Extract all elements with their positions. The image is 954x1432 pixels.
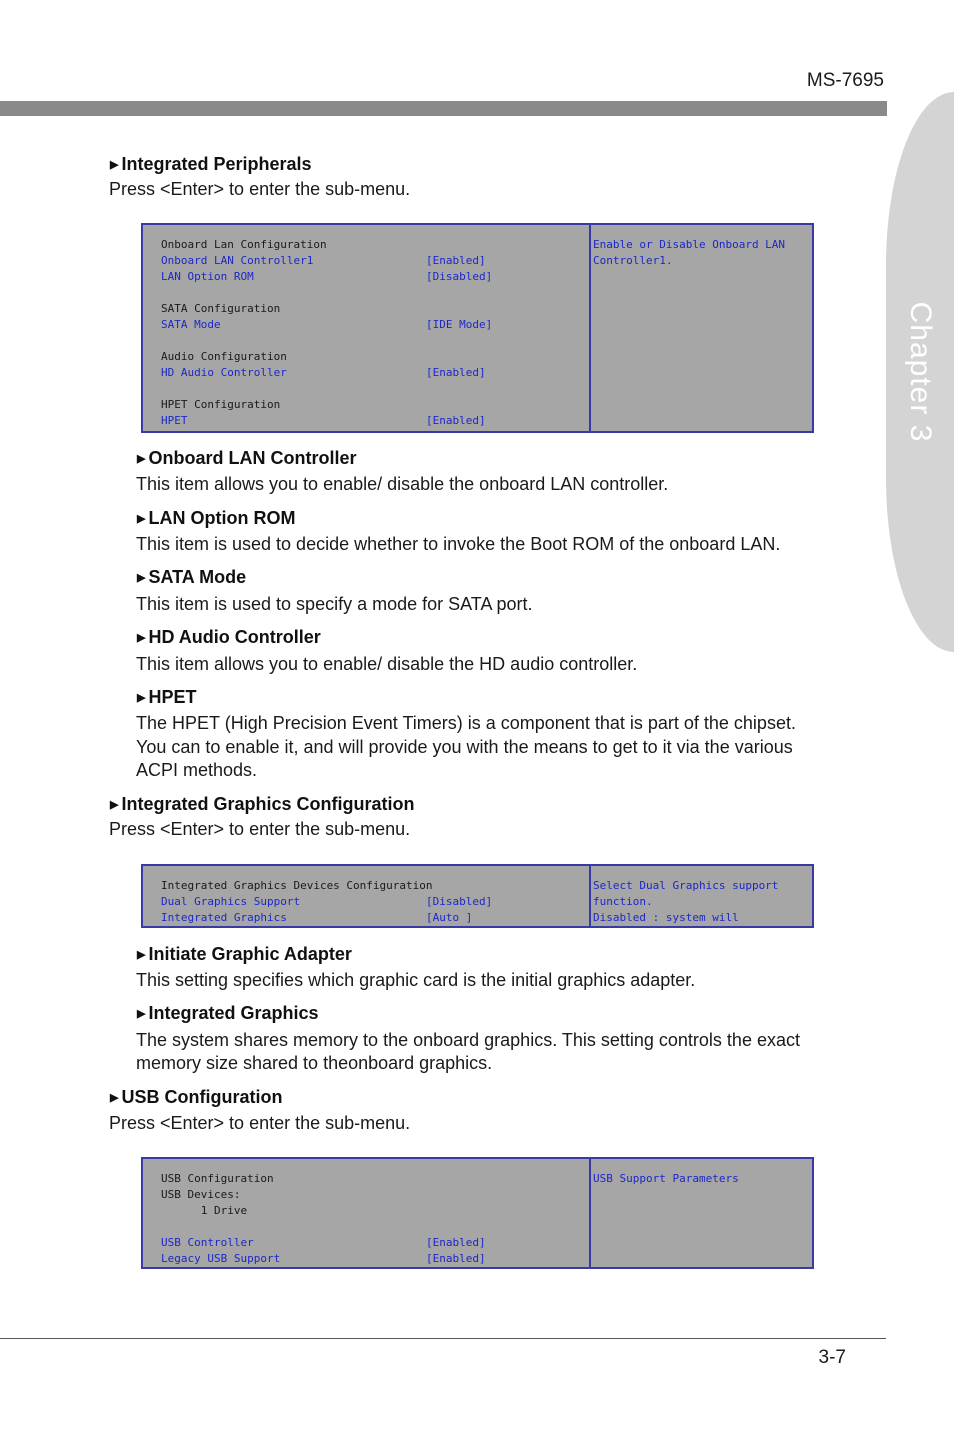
triangle-bullet-icon: ▶ [137, 513, 146, 525]
triangle-bullet-icon: ▶ [110, 1092, 119, 1104]
bios-screen-integrated-peripherals: Onboard Lan Configuration Onboard LAN Controller1 [Enabled] LAN Option ROM [Disabled] SATA Configuration SATA Mode [IDE Mode] Audio Configuration HD Audio Controller [Enabled] HPET Configuration HPET [Enabled] Enable or Disable Onboard LAN Controller1. [141, 223, 814, 433]
desc-integrated-graphics-configuration: Press <Enter> to enter the sub-menu. [109, 819, 411, 839]
heading-integrated-graphics-configuration: ▶ Integrated Graphics Configuration [110, 794, 415, 814]
triangle-bullet-icon: ▶ [137, 949, 146, 961]
desc-initiate-graphic-adapter: This setting specifies which graphic card is the initial graphics adapter. [136, 970, 696, 990]
heading-usb-configuration: ▶ USB Configuration [110, 1087, 283, 1107]
chapter-tab-label: Chapter 3 [904, 301, 937, 443]
triangle-bullet-icon: ▶ [137, 632, 146, 644]
triangle-bullet-icon: ▶ [137, 1008, 146, 1020]
triangle-bullet-icon: ▶ [110, 799, 119, 811]
triangle-bullet-icon: ▶ [137, 453, 146, 465]
desc-usb-configuration: Press <Enter> to enter the sub-menu. [109, 1113, 411, 1133]
heading-integrated-peripherals: ▶ Integrated Peripherals [110, 154, 312, 174]
bios-screen-integrated-graphics: Integrated Graphics Devices Configuration Dual Graphics Support [Disabled] Integrated Graphics [Auto ] Select Dual Graphics support function. Disabled : system will [141, 864, 814, 928]
desc-onboard-lan-controller: This item allows you to enable/ disable the onboard LAN controller. [136, 474, 669, 494]
heading-hd-audio-controller: ▶ HD Audio Controller [137, 627, 321, 647]
bios-help-text: Select Dual Graphics support [593, 879, 779, 892]
header-bar [0, 101, 887, 116]
desc-lan-option-rom: This item is used to decide whether to invoke the Boot ROM of the onboard LAN. [136, 534, 781, 554]
model-number: MS-7695 [806, 70, 884, 91]
heading-sata-mode: ▶ SATA Mode [137, 567, 247, 587]
chapter-tab [886, 92, 954, 652]
heading-onboard-lan-controller: ▶ Onboard LAN Controller [137, 448, 357, 468]
desc-integrated-peripherals: Press <Enter> to enter the sub-menu. [109, 179, 411, 199]
footer-rule [0, 1338, 886, 1339]
desc-hpet-line: ACPI methods. [136, 760, 258, 780]
bios-help-text: Disabled : system will [593, 911, 739, 924]
heading-integrated-graphics: ▶ Integrated Graphics [137, 1003, 319, 1023]
bios-divider [589, 866, 591, 926]
bios-help-text: Enable or Disable Onboard LAN [593, 238, 786, 251]
desc-sata-mode: This item is used to specify a mode for SATA port. [136, 594, 533, 614]
page-number: 3-7 [818, 1347, 846, 1368]
desc-hpet-line: You can to enable it, and will provide you with the means to get to it via the various [136, 737, 793, 757]
desc-integrated-graphics-line: memory size shared to theonboard graphics. [136, 1053, 493, 1073]
triangle-bullet-icon: ▶ [137, 692, 146, 704]
triangle-bullet-icon: ▶ [110, 159, 119, 171]
desc-integrated-graphics-line: The system shares memory to the onboard graphics. This setting controls the exact [136, 1030, 800, 1050]
desc-hpet-line: The HPET (High Precision Event Timers) is a component that is part of the chipset. [136, 713, 796, 733]
bios-divider [589, 225, 591, 431]
heading-initiate-graphic-adapter: ▶ Initiate Graphic Adapter [137, 944, 352, 964]
heading-hpet: ▶ HPET [137, 687, 197, 707]
bios-help-text: function. [593, 895, 653, 908]
triangle-bullet-icon: ▶ [137, 572, 146, 584]
heading-lan-option-rom: ▶ LAN Option ROM [137, 508, 296, 528]
desc-hd-audio-controller: This item allows you to enable/ disable the HD audio controller. [136, 654, 638, 674]
bios-help-text: Controller1. [593, 254, 673, 267]
bios-help-text: USB Support Parameters [593, 1172, 739, 1185]
bios-divider [589, 1159, 591, 1267]
bios-screen-usb-configuration: USB Configuration USB Devices: 1 Drive USB Controller [Enabled] Legacy USB Support [Enabled] USB Support Parameters [141, 1157, 814, 1269]
